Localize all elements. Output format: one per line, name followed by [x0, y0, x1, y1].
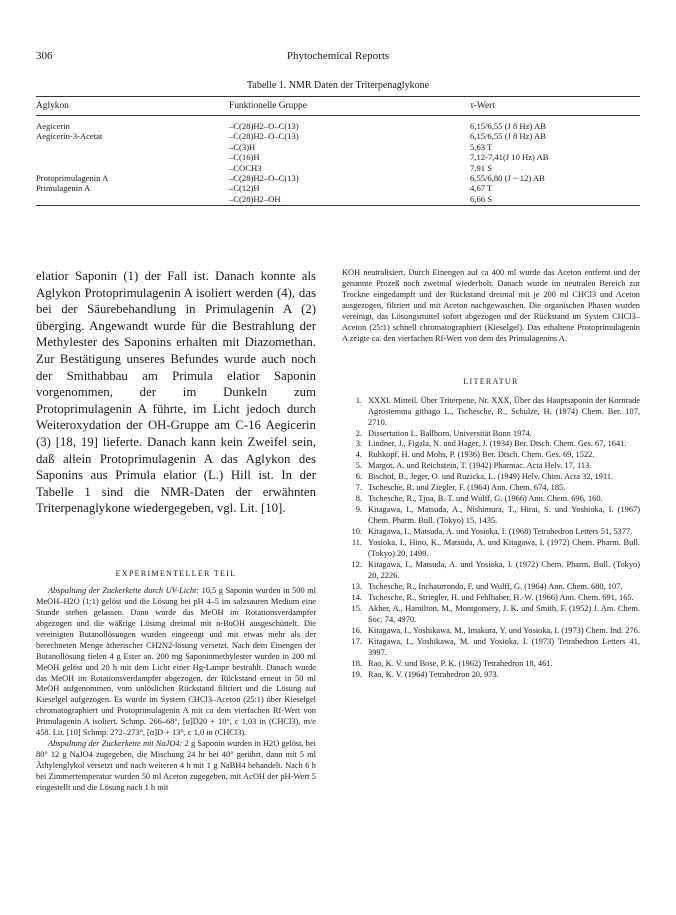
page-number: 306 — [36, 50, 53, 62]
experimental-paragraph-uv — [36, 586, 316, 739]
reference-text: Kitagawa, I., Matsuda, A. und Yosioka, I. (1968) Tetrahedron Letters 51, 5377. — [368, 527, 633, 537]
left-column — [36, 268, 316, 794]
reference-text: Ruhkopf, H. und Mohs, P. (1936) Ber. Dtsch. Chem. Ges. 69, 1522. — [368, 450, 595, 460]
reference-item — [342, 670, 640, 681]
reference-number: 19. — [351, 669, 362, 679]
reference-number: 3. — [355, 439, 362, 449]
table-cell-tau: 5,63 T — [470, 141, 493, 152]
reference-item — [342, 604, 640, 626]
reference-text: Bischof, B., Jeger, O. und Ruzicka, L. (1949) Helv. Chim. Acta 32, 1911. — [368, 472, 614, 482]
table-header — [36, 97, 640, 115]
reference-text: Kitagawa, I., Matsuda, A., Nishimura, T., Hirai, S. und Yoshioka, I. (1967) Chem. Pharm. Bull. (Tokyo) 15, 1435. — [368, 505, 640, 526]
paragraph-lead-najo4: Abspaltung der Zuckerkette mit NaJO4: — [48, 739, 183, 749]
reference-text: Kitagawa, I., Matsuda, A. und Yosioka, I. (1972) Chem. Pharm. Bull. (Tokyo) 20, 2226. — [368, 559, 640, 580]
reference-item — [342, 637, 640, 659]
reference-number: 17. — [351, 636, 362, 646]
reference-text: Kitagawa, I., Yoshikawa, M., Imakura, Y. und Yosioka, I. (1973) Chem. Ind. 276. — [368, 625, 640, 635]
reference-item — [342, 527, 640, 538]
reference-item — [342, 505, 640, 527]
reference-text: Tschesche, R., Striegler, H. und Fehlhaber, H.-W. (1966) Ann. Chem. 691, 165. — [368, 592, 634, 602]
paragraph-text-uv: 10,5 g Saponin wurden in 500 ml MeOH–H2O (1:1) gelöst und die Lösung bei pH 4–5 im salzsauren Medium eine Stunde stehen gelassen. Dann wurde das MeOH im Rotationsverdampfer abgezogen und die wäßrige Lösung dreimal mit n-BuOH ausgeschüttelt. Die vereinigten Butanollösungen wurden eingeengt und mit etwas mehr als der berechneten Menge ätherischer CH2N2-lösung versetzt. Nach dem Einengen der Butanollösung fielen 4 g Ester an. 200 mg Saponinmethylester wurden in 200 ml MeOH gelöst und 20 h mit dem Licht einer Hg-Lampe bestrahlt. Danach wurde das MeOH im Rotationsverdampfer abgezogen, der Rückstand erneut in 50 ml MeOH aufgenommen, vom unlöslichen Rückstand filtriert und die Lösung auf Kieselgel aufgezogen. Es wurde im System CHCl3–Aceton (25:1) über Kieselgel chromatographiert und Protoprimulagenin A mit ca dem vierfachen Rf-Wert von Primulagenin A isoliert. Schmp. 266–68°, [α]D20 + 10°, c 1,03 in (CHCl3), m/e 458. Lit. [10] Schmp. 272–273°, [α]D + 13°, c 1,0 in (CHCl3). — [36, 585, 316, 738]
reference-number: 9. — [355, 505, 362, 515]
experimental-paragraph-najo4 — [36, 739, 316, 794]
table-cell-tau: 6,15/6,55 (J 8 Hz) AB — [470, 121, 546, 131]
table-body — [36, 121, 640, 205]
reference-text: Tschesche, R. und Ziegler, F. (1964) Ann. Chem. 674, 185. — [368, 483, 566, 493]
continued-paragraph: KOH neutralisiert. Durch Einengen auf ca 400 ml wurde das Aceton entfernt und der genannte Prozeß noch zweimal wiederholt. Danach wurde im neutralen Bereich zur Trockne eingedampft und der Rückstand dreimal mit je 200 ml CHCl3 und Aceton ausgezogen, filtriert und mit Aceton nachgewaschen. Die organischen Phasen wurden vereinigt, das Lösungsmittel sofort abgezogen und der Rückstand im System CHCl3–Aceton (25:1) schnell chromatographiert (Kieselgel). Das erhaltene Protoprimulagenin A zeigte ca. den vierfachen Rf-Wert von dem des Primulagenins A. — [342, 268, 640, 343]
reference-text: Tschesche, R., Tjoa, B. T. und Wulff, G. (1966) Ann. Chem. 696, 160. — [368, 494, 603, 504]
reference-text: Rao, K. V. und Bose, P. K. (1962) Tetrahedron 18, 461. — [368, 658, 553, 668]
reference-number: 2. — [355, 428, 362, 438]
reference-text: Lindner, J., Figala, N. und Hager, J. (1934) Ber. Dtsch. Chem. Ges. 67, 1641. — [368, 439, 627, 449]
right-column — [342, 268, 640, 680]
table-cell-aglykon: Primulagenin A — [36, 183, 91, 194]
table-cell-group: –C(3)H — [229, 141, 256, 152]
table-cell-tau: 7,12-7,41(J 10 Hz) AB — [470, 152, 549, 163]
reference-list — [342, 396, 640, 681]
reference-item — [342, 461, 640, 472]
reference-number: 15. — [351, 603, 362, 613]
reference-number: 16. — [351, 625, 362, 635]
table-cell-tau: 6,15/6,55 (J 8 Hz) AB — [470, 131, 546, 142]
column-header-group: Funktionelle Gruppe — [229, 101, 307, 111]
paragraph-text-najo4: 2 g Saponin wurden in H2O gelöst, bei 80° 12 g NaJO4 zugegeben, die Mischung 24 hr bei 40° gerührt, dann mit 5 ml Äthylenglykol versetzt und nach weiteren 4 h mit 1 g NaBH4 behandelt. Nach 6 h bei Zimmertemperatur wurden 50 ml Aceton zugegeben, mit AcOH der pH-Wert 5 eingestellt und die Lösung nach 1 h mit — [36, 739, 316, 793]
reference-number: 8. — [355, 494, 362, 504]
reference-item — [342, 396, 640, 429]
table-cell-group: –C(28)H2–O–C(13) — [229, 173, 299, 183]
reference-item — [342, 538, 640, 560]
paragraph-lead-uv: Abspaltung der Zuckerkette durch UV-Licht: — [48, 585, 200, 595]
page-header — [36, 50, 640, 64]
reference-item — [342, 450, 640, 461]
reference-item — [342, 582, 640, 593]
table-caption: Tabelle 1. NMR Daten der Triterpenaglykone — [246, 80, 430, 91]
table-cell-group: –C(28)H2–OH — [229, 193, 281, 204]
reference-number: 6. — [355, 472, 362, 482]
reference-item — [342, 659, 640, 670]
reference-number: 5. — [355, 461, 362, 471]
reference-item — [342, 560, 640, 582]
reference-number: 4. — [355, 450, 362, 460]
table-cell-aglykon: Protoprimulagenin A — [36, 173, 109, 183]
table-cell-tau: 6,66 S — [470, 193, 492, 204]
journal-title: Phytochemical Reports — [286, 50, 390, 62]
table-cell-group: –COCH3 — [229, 162, 262, 173]
reference-text: Kitagawa, I., Yoshikawa, M. und Yosioka, I. (1973) Tetrahedron Letters 41, 3997. — [368, 636, 640, 657]
column-header-aglykon: Aglykon — [36, 101, 69, 111]
body-paragraph: elatior Saponin (1) der Fall ist. Danach konnte als Aglykon Protoprimulagenin A isoliert werden (4), das bei der Säurebehandlung in Primulagenin A (2) überging. Angewandt wurde für die Bestrahlung der Methylester des Saponins erhalten mit Diazomethan. Zur Bestätigung unseres Befundes wurde auch noch der Smithabbau am Primula elatior Saponin vorgenommen, der im Dunkeln zum Protoprimulagenin A führte, im Licht jedoch durch Weiteroxydation der OH-Gruppe am C-16 Aegicerin (3) [18, 19] lieferte. Danach kann kein Zweifel sein, daß allein Protoprimulagenin A das Aglykon des Saponins aus Primula elatior (L.) Hill ist. In der Tabelle 1 sind die NMR-Daten der erwähnten Triterpenaglykone wiedergegeben, vgl. Lit. [10]. — [36, 269, 316, 516]
table-cell-group: –C(12)H — [229, 183, 260, 194]
table-cell-tau: 6,55/6,80 (J ~ 12) AB — [470, 173, 545, 183]
reference-number: 14. — [351, 592, 362, 602]
reference-text: Yosioka, I., Hino, K., Matsuda, A. und Kitagawa, I. (1972) Chem. Pharm. Bull. (Tokyo) 20, 1499. — [368, 538, 640, 559]
table-bottom-rule — [36, 205, 640, 206]
reference-number: 10. — [351, 527, 362, 537]
reference-text: Akher, A., Hamilton, M., Montgomery, J. K. und Smith, F. (1952) J. Am. Chem. Soc. 74, 4970. — [368, 603, 640, 624]
reference-item — [342, 429, 640, 440]
reference-text: Margot, A. und Reichstein, T. (1942) Pharmac. Acta Helv. 17, 113. — [368, 461, 592, 471]
reference-text: Dissertation L. Ballhorn, Universität Bonn 1974. — [368, 428, 532, 438]
column-header-tau: τ-Wert — [470, 101, 495, 111]
reference-item — [342, 483, 640, 494]
table-cell-group: –C(28)H2–O–C(13) — [229, 131, 299, 142]
reference-number: 18. — [351, 658, 362, 668]
section-title-experimental: EXPERIMENTELLER TEIL — [115, 568, 237, 578]
table-cell-aglykon: Aegicerin — [36, 121, 70, 131]
reference-item — [342, 593, 640, 604]
table-cell-tau: 7,91 S — [470, 162, 492, 173]
table-cell-group: –C(16)H — [229, 152, 260, 163]
table-cell-tau: 4,67 T — [470, 183, 493, 194]
table-cell-aglykon: Aegicerin-3-Acetat — [36, 131, 103, 142]
reference-item — [342, 472, 640, 483]
reference-number: 13. — [351, 581, 362, 591]
reference-item — [342, 626, 640, 637]
table-header-rule — [36, 115, 640, 116]
reference-number: 12. — [351, 559, 362, 569]
reference-text: Rao, K. V. (1964) Tetrahedron 20, 973. — [368, 669, 499, 679]
reference-text: XXXI. Mitteil. Über Triterpene, Nr. XXX, Über das Hauptsaponin der Kornrade Agrostemma githago L., Tschesche, R., Schulze, H. (1974) Chem. Ber. 107, 2710. — [368, 395, 640, 427]
section-title-literatur: LITERATUR — [463, 376, 519, 386]
nmr-table — [36, 96, 640, 206]
reference-number: 11. — [351, 538, 362, 548]
reference-item — [342, 439, 640, 450]
reference-number: 1. — [355, 395, 362, 405]
reference-item — [342, 494, 640, 505]
reference-number: 7. — [355, 483, 362, 493]
reference-text: Tschesche, R., Inchaurrondo, F. und Wulff, G. (1964) Ann. Chem. 680, 107. — [368, 581, 623, 591]
table-cell-group: –C(28)H2–O–C(13) — [229, 121, 299, 131]
